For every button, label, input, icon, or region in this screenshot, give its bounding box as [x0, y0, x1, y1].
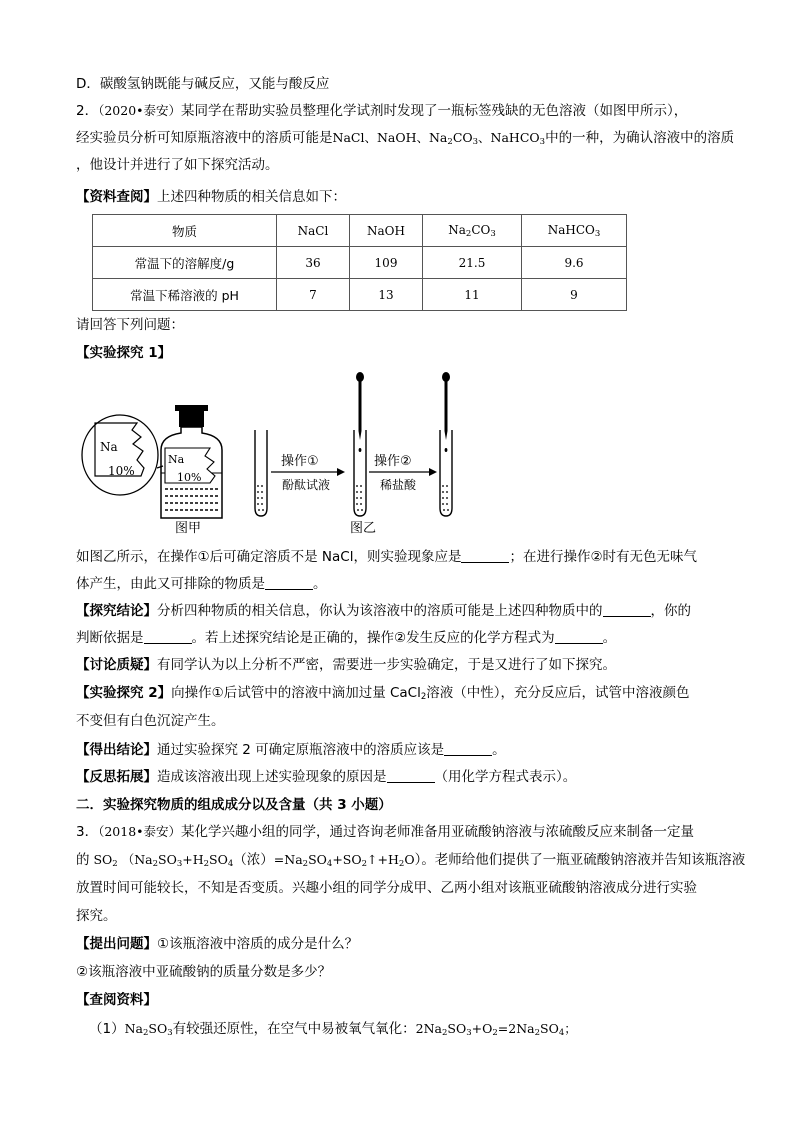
operation-1-label: 操作①	[281, 454, 319, 469]
paragraph-figure-b-line-1: 如图乙所示，在操作①后可确定溶质不是 NaCl，则实验现象应是 ；在进行操作②时有无色无味气	[76, 549, 698, 565]
experiment-figure	[75, 368, 505, 538]
question-source: （2020•泰安）	[98, 103, 182, 118]
question-2-line-1: 2．（2020•泰安）某同学在帮助实验员整理化学试剂时发现了一瓶标签残缺的无色溶液（如图甲所示），	[76, 103, 688, 119]
table-cell: 21.5	[423, 247, 522, 279]
table-cell: 11	[423, 279, 522, 311]
question-number: 3．	[76, 824, 99, 840]
section-2-heading: 二．实验探究物质的组成成分以及含量（共 3 小题）	[76, 797, 392, 813]
table-cell: 36	[277, 247, 350, 279]
table-header-row	[93, 215, 627, 247]
dropper-1	[359, 381, 362, 431]
reflection-line: 【反思拓展】造成该溶液出现上述实验现象的原因是 （用化学方程式表示）。	[76, 769, 577, 785]
question-3-line-1: 3．（2018•泰安）某化学兴趣小组的同学，通过咨询老师准备用亚硫酸钠溶液与浓硫酸反应来制备一定量	[76, 824, 695, 840]
answer-blank[interactable]	[144, 629, 192, 644]
dropper-2	[445, 381, 448, 431]
bottle-stopper	[179, 411, 204, 427]
question-source: （2018•泰安）	[98, 824, 182, 839]
test-tube-2	[354, 430, 366, 516]
question-3-line-3: 放置时间可能较长，不知是否变质。兴趣小组的同学分成甲、乙两小组对该瓶亚硫酸钠溶液成分进行实验	[76, 880, 697, 896]
dropper-bulb-1	[356, 372, 364, 382]
table-row-label: 常温下的溶解度/g	[93, 247, 277, 279]
table-row	[93, 279, 627, 311]
table-row	[93, 247, 627, 279]
bottle-cap-top	[175, 405, 208, 411]
answer-blank[interactable]	[603, 602, 651, 617]
table-header-cell: $Na_2CO_3$	[423, 215, 522, 247]
conclusion-line-2: 判断依据是 。若上述探究结论是正确的，操作②发生反应的化学方程式为 。	[76, 630, 617, 646]
question-line-1: 【提出问题】①该瓶溶液中溶质的成分是什么？	[76, 936, 359, 952]
answer-blank[interactable]	[555, 629, 603, 644]
bottle-label-na: Na	[168, 453, 185, 466]
operation-2-label: 操作②	[374, 454, 412, 469]
bottle-label-percent: 10%	[177, 471, 202, 484]
result-line: 【得出结论】通过实验探究 2 可确定原瓶溶液中的溶质应该是 。	[76, 742, 506, 758]
question-2-line-3: ，他设计并进行了如下探究活动。	[76, 157, 279, 173]
discussion-line: 【讨论质疑】有同学认为以上分析不严密，需要进一步实验确定，于是又进行了如下探究。	[76, 657, 616, 673]
reagent-1-label: 酚酞试液	[282, 478, 331, 492]
paragraph-figure-b-line-2: 体产生，由此又可排除的物质是 。	[76, 576, 327, 592]
experiment-1-label: 【实验探究 1】	[76, 345, 172, 361]
properties-table	[92, 214, 627, 311]
table-cell: 109	[350, 247, 423, 279]
lookup-label: 【查阅资料】	[76, 992, 157, 1008]
label-na-text: Na	[100, 440, 118, 454]
test-tube-3	[440, 430, 452, 516]
table-header-cell: 物质	[93, 215, 277, 247]
caption-figure-a: 图甲	[175, 521, 202, 536]
question-3-line-4: 探究。	[76, 908, 117, 924]
question-3-line-2: 的 $SO_2$ （$Na_2SO_3+H_2SO_4$（浓）$=Na_2SO_4+SO_2↑+H_2O$）。老师给他们提供了一瓶亚硫酸钠溶液并告知该瓶溶液	[76, 852, 746, 869]
answer-prompt: 请回答下列问题：	[76, 317, 184, 333]
experiment-2-line-2: 不变但有白色沉淀产生。	[76, 713, 225, 729]
conclusion-line-1: 【探究结论】分析四种物质的相关信息，你认为该溶液中的溶质可能是上述四种物质中的 ，你的	[76, 603, 691, 619]
answer-blank[interactable]	[444, 741, 492, 756]
answer-blank[interactable]	[461, 548, 509, 563]
option-d: D．碳酸氢钠既能与碱反应，又能与酸反应	[76, 76, 330, 92]
question-line-2: ②该瓶溶液中亚硫酸钠的质量分数是多少？	[76, 964, 332, 980]
table-cell: 9	[522, 279, 627, 311]
question-2-line-2: 经实验员分析可知原瓶溶液中的溶质可能是NaCl、NaOH、$Na_2CO_3$、NaHCO$_3$中的一种，为确认溶液中的溶质	[76, 130, 735, 147]
table-cell: 13	[350, 279, 423, 311]
reference-line: 【资料查阅】上述四种物质的相关信息如下：	[76, 189, 346, 205]
label-magnifier-circle	[82, 415, 158, 495]
bottle-liquid	[165, 489, 218, 510]
caption-figure-b: 图乙	[350, 521, 377, 536]
table-header-cell: NaCl	[277, 215, 350, 247]
table-header-cell: NaHCO$_3$	[522, 215, 627, 247]
table-row-label: 常温下稀溶液的 pH	[93, 279, 277, 311]
question-number: 2．	[76, 103, 99, 119]
reagent-2-label: 稀盐酸	[380, 478, 417, 492]
table-cell: 9.6	[522, 247, 627, 279]
dropper-bulb-2	[442, 372, 450, 382]
test-tube-1	[255, 430, 267, 516]
table-cell: 7	[277, 279, 350, 311]
fact-1-line: $(1)Na_2SO_3$有较强还原性，在空气中易被氧气氧化：$2Na_2SO_3+O_2=2Na_2SO_4$；	[89, 1021, 577, 1038]
label-percent-text: 10%	[108, 464, 135, 478]
table-header-cell: NaOH	[350, 215, 423, 247]
experiment-2-line-1: 【实验探究 2】向操作①后试管中的溶液中滴加过量 CaCl$_2$溶液（中性），充分反应后，试管中溶液颜色	[76, 685, 690, 702]
answer-blank[interactable]	[265, 575, 313, 590]
answer-blank[interactable]	[387, 768, 435, 783]
